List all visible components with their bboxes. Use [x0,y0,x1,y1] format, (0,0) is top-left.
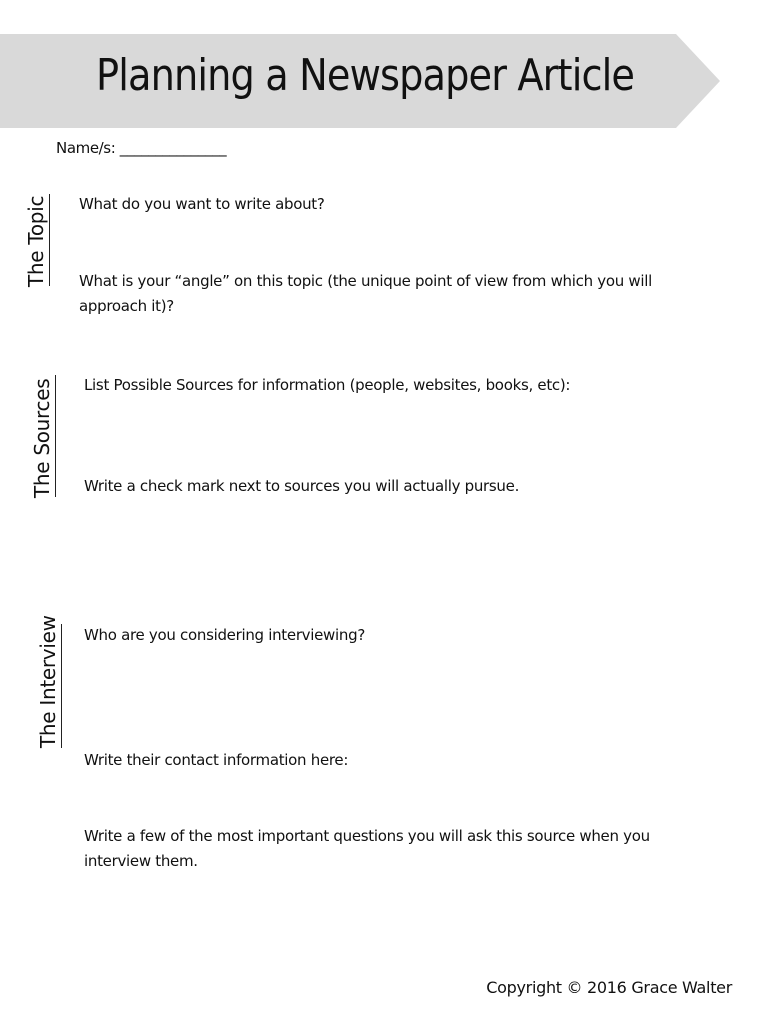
name-field[interactable] [56,139,226,157]
section-label-topic: The Topic [24,195,48,287]
section-rule-topic [49,194,50,286]
sources-question-2: Write a check mark next to sources you will actually pursue. [84,477,520,495]
topic-question-2: What is your “angle” on this topic (the unique point of view from which you will approach it)? [79,272,652,315]
section-rule-interview [61,624,62,748]
section-label-interview: The Interview [36,615,60,748]
interview-question-1: Who are you considering interviewing? [84,626,365,644]
page-title: Planning a Newspaper Article [96,50,635,101]
copyright-notice: Copyright © 2016 Grace Walter [486,978,732,997]
topic-question-1: What do you want to write about? [79,195,325,213]
name-blank: _______________ [119,139,227,157]
name-label: Name/s: [56,139,116,157]
interview-question-3: Write a few of the most important questions you will ask this source when you interview them. [84,827,650,870]
section-label-sources: The Sources [30,378,54,498]
section-rule-sources [55,375,56,497]
sources-question-1: List Possible Sources for information (people, websites, books, etc): [84,376,571,394]
interview-question-2: Write their contact information here: [84,751,349,769]
